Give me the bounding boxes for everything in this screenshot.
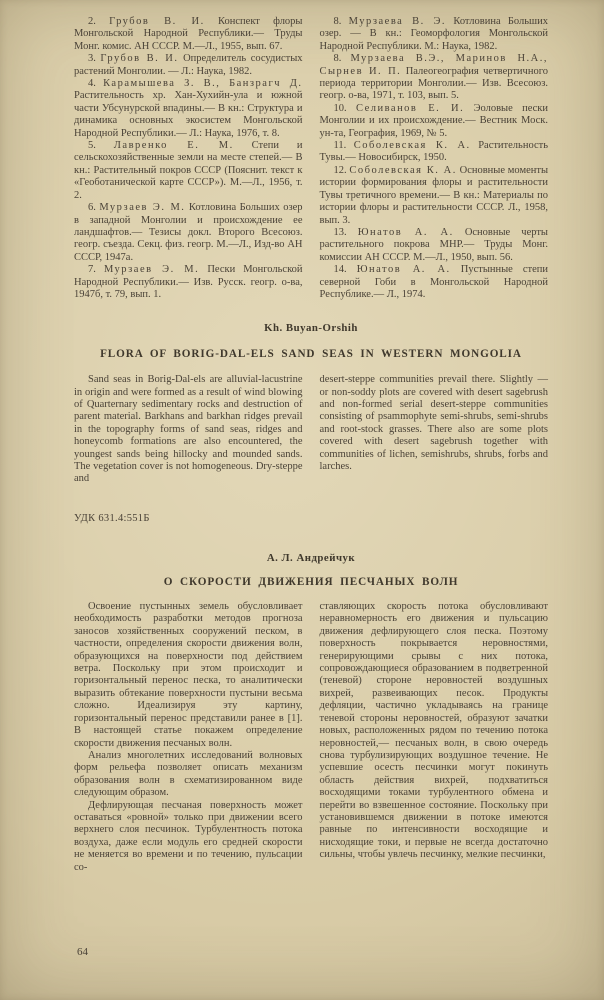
bibliography-column-right	[320, 16, 549, 301]
entry-number: 4.	[88, 78, 96, 90]
entry-text: Основные черты растительного покрова МНР.— Труды Монг. комиссии АН СССР. М.—Л., 1950, вып. 56.	[319, 226, 548, 263]
entry-text: Растительность Тувы.— Новосибирск, 1950.	[319, 140, 549, 164]
body-paragraph: Дефлирующая песчаная поверхность может оставаться «ровной» только при движении всего верхнего слоя песчинок. Турбулентность потока воздуха, даже если модуль его средней скорости не меняется во времени и по течению, пульсации со-	[74, 799, 303, 873]
article-column-left	[74, 601, 303, 874]
bibliography-column-left	[74, 16, 303, 301]
bibliography-entry	[320, 227, 549, 264]
entry-number: 12.	[333, 164, 347, 176]
entry-text: Растительность хр. Хан-Хухийн-ула и южной части Убсунурской впадины.— В кн.: Структура и динамика основных экосистем Монгольской Народной Республики.— Л.: Наука, 1976, т. 8.	[74, 90, 303, 139]
entry-author: Соболевская К. А.	[353, 140, 471, 152]
entry-number: 6.	[88, 202, 96, 214]
body-paragraph: Освоение пустынных земель обусловливает необходимость разработки методов прогноза заносов хозяйственных сооружений песком, в частности, определения скорости движения волн, образующихся на поверхности под действием ветра. Поскольку при этом происходит и горизонтальный перенос песка, то аналитически выразить обтекание поверхности пустыни весьма сложно. Идеализируя эту картину, горизонтальный перенос представили ранее в [1]. В настоящей статье покажем определение скорости движения песчаных волн.	[74, 601, 303, 749]
article-author: А. Л. Андрейчук	[266, 552, 356, 565]
entry-number: 5.	[88, 140, 96, 152]
entry-author: Селиванов Е. И.	[355, 102, 465, 114]
body-paragraph-continuation: ставляющих скорость потока обусловливают неравномерность его движения и пульсацию движения дефлирующего слоя песка. Поэтому поверхность покрывается неровностями, генерирующими срывы с них потока, сопровождающиеся образованием в подветренной (теневой) стороне неровностей воздушных вихрей, развеивающих песок. Продукты дефляции, частично укладываясь на границе теневой стороны неровностей, образуют зачатки новых, расположенных рядом по течению потока неровностей,— песчаных волн, в свою очередь снова турбулизирующих воздушное течение. Не успевшие осесть песчинки могут покинуть область действия вихрей, подхватиться восходящими токами турбулентного обмена и перейти во взвешенное состояние. Поскольку при установившемся движении в потоке имеются равные по интенсивности восходящие и нисходящие токи, и первые не всегда достаточно сильны, чтобы увлечь песчинку, мелкие песчинки,	[319, 601, 548, 861]
bibliography-entry	[320, 140, 549, 165]
entry-author: Юнатов А. А.	[356, 264, 451, 276]
entry-number: 2.	[88, 16, 96, 27]
bibliography-entry	[74, 16, 303, 53]
abstract-columns	[74, 374, 548, 486]
russian-article-section	[74, 513, 548, 874]
abstract-paragraph-continuation: desert-steppe communities prevail there. Slightly — or non-soddy plots are covered with desert sagebrush and non-formed serial desert-steppe communities consisting of psammophyte semi-shrubs, semi-shrubs and root-stock grasses. There also are some plots covered with desert sagebrush together with communities of lichen, semishrubs, shrubs, forbs and larches.	[319, 374, 548, 472]
article-author: Kh. Buyan-Orshih	[264, 322, 358, 335]
entry-text: Котловина Больших озер. — В кн.: Геоморфология Монгольской Народной Республики. М.: Наука, 1982.	[319, 16, 549, 52]
entry-author: Мурзаев Э. М.	[103, 264, 200, 276]
bibliography-section	[74, 16, 548, 301]
entry-author: Грубов В. И.	[100, 53, 179, 65]
bibliography-entry	[320, 264, 549, 301]
abstract-column-left	[74, 374, 303, 486]
body-paragraph: Анализ многолетних исследований волновых форм рельефа позволяет описать механизм образования волн в схематизированном виде следующим образом.	[74, 749, 303, 799]
entry-author: Соболевская К. А.	[349, 164, 457, 176]
page-number: 64	[77, 946, 88, 958]
entry-number: 8.	[333, 53, 342, 65]
bibliography-entry	[74, 53, 303, 78]
article-title: FLORA OF BORIG-DAL-ELS SAND SEAS IN WESTERN MONGOLIA	[100, 347, 522, 360]
bibliography-entry	[74, 140, 303, 202]
article-column-right	[320, 601, 549, 874]
entry-author: Мурзаева В. Э.	[348, 16, 447, 27]
entry-text: Основные моменты истории формирования флоры и растительности Тувы третичного времени.— В кн.: Материалы по истории флоры и растительности СССР. Л., 1958, вып. 3.	[319, 164, 549, 226]
bibliography-entry	[320, 16, 549, 53]
abstract-column-right	[320, 374, 549, 486]
entry-text: Эоловые пески Монголии и их происхождение.— Вестник Моск. ун-та, География, 1969, № 5.	[319, 102, 548, 139]
entry-text: Конспект флоры Монгольской Народной Республики.— Труды Монг. комис. АН СССР. М.—Л., 1955, вып. 67.	[74, 16, 303, 52]
entry-author: Юнатов А. А.	[357, 226, 454, 238]
entry-number: 13.	[333, 226, 347, 238]
bibliography-entry	[74, 202, 303, 264]
entry-number: 11.	[333, 140, 347, 152]
entry-text: Котловина Больших озер в западной Монголии и происхождение ее ландшафтов.— Тезисы докл. Второго Всесоюз. геогр. съезда. Секц. физ. геогр. М.—Л., Изд-во АН СССР, 1947а.	[74, 202, 303, 263]
bibliography-entry	[74, 264, 303, 301]
article-title: О СКОРОСТИ ДВИЖЕНИЯ ПЕСЧАНЫХ ВОЛН	[163, 575, 459, 588]
udk-label: УДК 631.4:551Б	[74, 512, 150, 524]
entry-text: Палеогеография четвертичного периода территории Монголии.— Изв. Всесоюз. геогр. о-ва, 1971, т. 103, вып. 5.	[319, 65, 548, 102]
entry-author: Карамышева З. В., Банзрагч Д.	[103, 78, 303, 90]
entry-author: Мурзаев Э. М.	[99, 202, 186, 214]
bibliography-entry	[320, 103, 549, 140]
entry-text: Степи и сельскохозяйственные земли на месте степей.— В кн.: Растительный покров СССР (Пояснит. текст к «Геоботанической карте СССР»). М.—Л., 1956, т. 2.	[74, 140, 303, 201]
entry-number: 3.	[88, 53, 96, 65]
entry-author: Лавренко Е. М.	[113, 140, 234, 152]
bibliography-entry	[320, 165, 549, 227]
entry-number: 7.	[88, 264, 96, 276]
entry-number: 14.	[333, 264, 347, 276]
abstract-paragraph: Sand seas in Borig-Dal-els are alluvial-lacustrine in origin and were formed as a result of wind blowing of Quarternary sedimentary rocks and destruction of parent material. Barkhans and barkhan ridges prevail in the topography forms of sand seas, ridges and honeycomb formations are also encountered, the youngest sands being hillocky and mounded sands. The vegetation cover is not homogeneous. Dry-steppe and	[74, 374, 303, 485]
entry-number: 10.	[333, 102, 347, 114]
bibliography-entry	[74, 78, 303, 140]
entry-author: Грубов В. И.	[109, 16, 205, 27]
article-body-columns	[74, 601, 548, 874]
entry-text: Пустынные степи северной Гоби в Монгольской Народной Республике.— Л., 1974.	[319, 264, 549, 300]
english-article-section	[74, 322, 548, 485]
entry-text: Определитель сосудистых растений Монголии. — Л.: Наука, 1982.	[74, 53, 303, 77]
entry-author: Мурзаева В.Э., Маринов Н.А., Сырнев И. П.	[319, 53, 548, 77]
entry-text: Пески Монгольской Народной Республики.— Изв. Русск. геогр. о-ва, 1947б, т. 79, вып. 1.	[74, 264, 303, 300]
bibliography-entry	[320, 53, 549, 103]
entry-number: 8.	[333, 16, 342, 27]
